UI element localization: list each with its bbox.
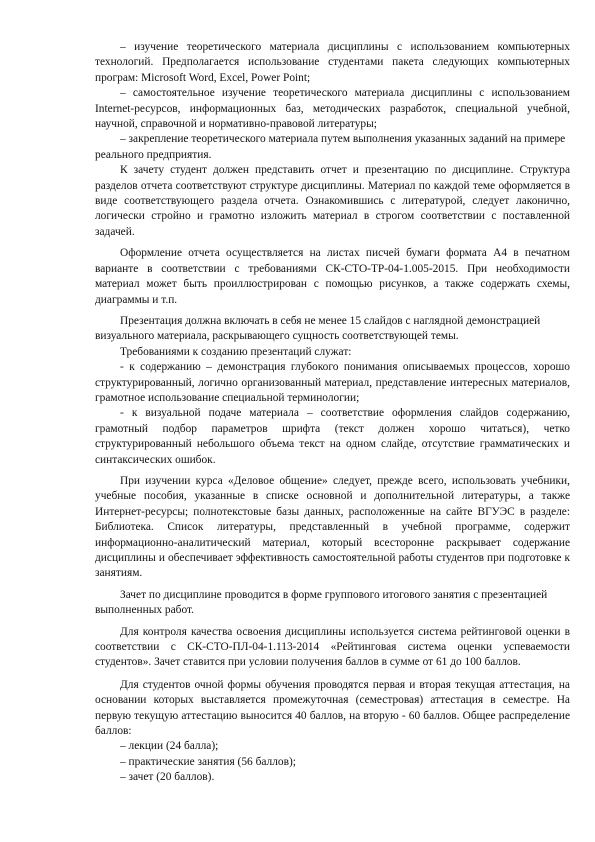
paragraph-requirements-heading: Требованиями к созданию презентаций служат: [120, 345, 352, 358]
paragraph-visual-requirement: - к визуальной подаче материала – соответствие оформления слайдов содержанию, грамотный подбор параметров шрифта (текст должен хорошо читаться), четко структурированный небольшого объема текст на одном слайде, отсутствие грамматических и синтаксических ошибок. [95, 407, 570, 466]
list-item-practical: – практические занятия (56 баллов); [120, 755, 296, 768]
paragraph-credit-form: Зачет по дисциплине проводится в форме группового итогового занятия с презентацией выполненных работ. [95, 588, 548, 617]
paragraph-attestation: Для студентов очной формы обучения проводятся первая и вторая текущая аттестация, на основании которых выставляется промежуточная (семестровая) аттестация в семестре. На первую текущую аттестацию выносится 40 баллов, на вторую - 60 баллов. Общее распределение баллов: [95, 678, 570, 738]
paragraph-presentation: Презентация должна включать в себя не менее 15 слайдов с наглядной демонстрацией визуального материала, раскрывающего сущность соответствующей темы. [95, 314, 541, 343]
paragraph-course-literature: При изучении курса «Деловое общение» следует, прежде всего, использовать учебники, учебные пособия, указанные в списке основной и дополнительной литературы, а также Интернет-ресурсы; полнотекстовые базы данных, расположенные на сайте ВГУЭС в разделе: Библиотека. Список литературы, представленный в учебной программе, содержит информационно-аналитический материал, который всесторонне раскрывает содержание дисциплины и обеспечивает эффективность самостоятельной работы студентов при подготовке к занятиям. [95, 474, 570, 580]
paragraph-content-requirement: - к содержанию – демонстрация глубокого понимания описываемых процессов, хорошо структурированный, логично организованный материал, представление интересных материалов, грамотное использование специальной терминологии; [95, 361, 570, 404]
document-page [95, 40, 570, 786]
list-item-credit: – зачет (20 баллов). [120, 771, 215, 784]
list-item-lectures: – лекции (24 балла); [120, 740, 219, 753]
paragraph-rating-system: Для контроля качества освоения дисциплины используется система рейтинговой оценки в соответствии с СК-СТО-ПЛ-04-1.113-2014 «Рейтинговая система оценки успеваемости студентов». Зачет ставится при условии получения баллов в сумме от 61 до 100 баллов. [95, 625, 570, 669]
paragraph-computer-tech: – изучение теоретического материала дисциплины с использованием компьютерных технологий. Предполагается использование студентами пакета следующих компьютерных програм: Microsoft Word, Excel, Power Point; [95, 41, 570, 84]
paragraph-report-format: Оформление отчета осуществляется на листах писчей бумаги формата А4 в печатном варианте в соответствии с требованиями СК-СТО-ТР-04-1.005-2015. При необходимости материал может быть проиллюстрирован с помощью рисунков, а также содержать схемы, диаграммы и т.п. [95, 247, 570, 306]
paragraph-credit-report: К зачету студент должен представить отчет и презентацию по дисциплине. Структура разделов отчета соответствуют структуре дисциплины. Материал по каждой теме оформляется в виде соответствующего раздела отчета. Ознакомившись с литературой, следует лаконично, логически стройно и грамотно изложить материал в строгом соответствии с поставленной задачей. [95, 164, 570, 238]
paragraph-consolidation: – закрепление теоретического материала путем выполнения указанных заданий на примере реального предприятия. [95, 133, 566, 161]
paragraph-self-study: – самостоятельное изучение теоретического материала дисциплины с использованием Internet-ресурсов, информационных баз, методических разработок, специальной учебной, научной, справочной и нормативно-правовой литературы; [95, 87, 570, 131]
